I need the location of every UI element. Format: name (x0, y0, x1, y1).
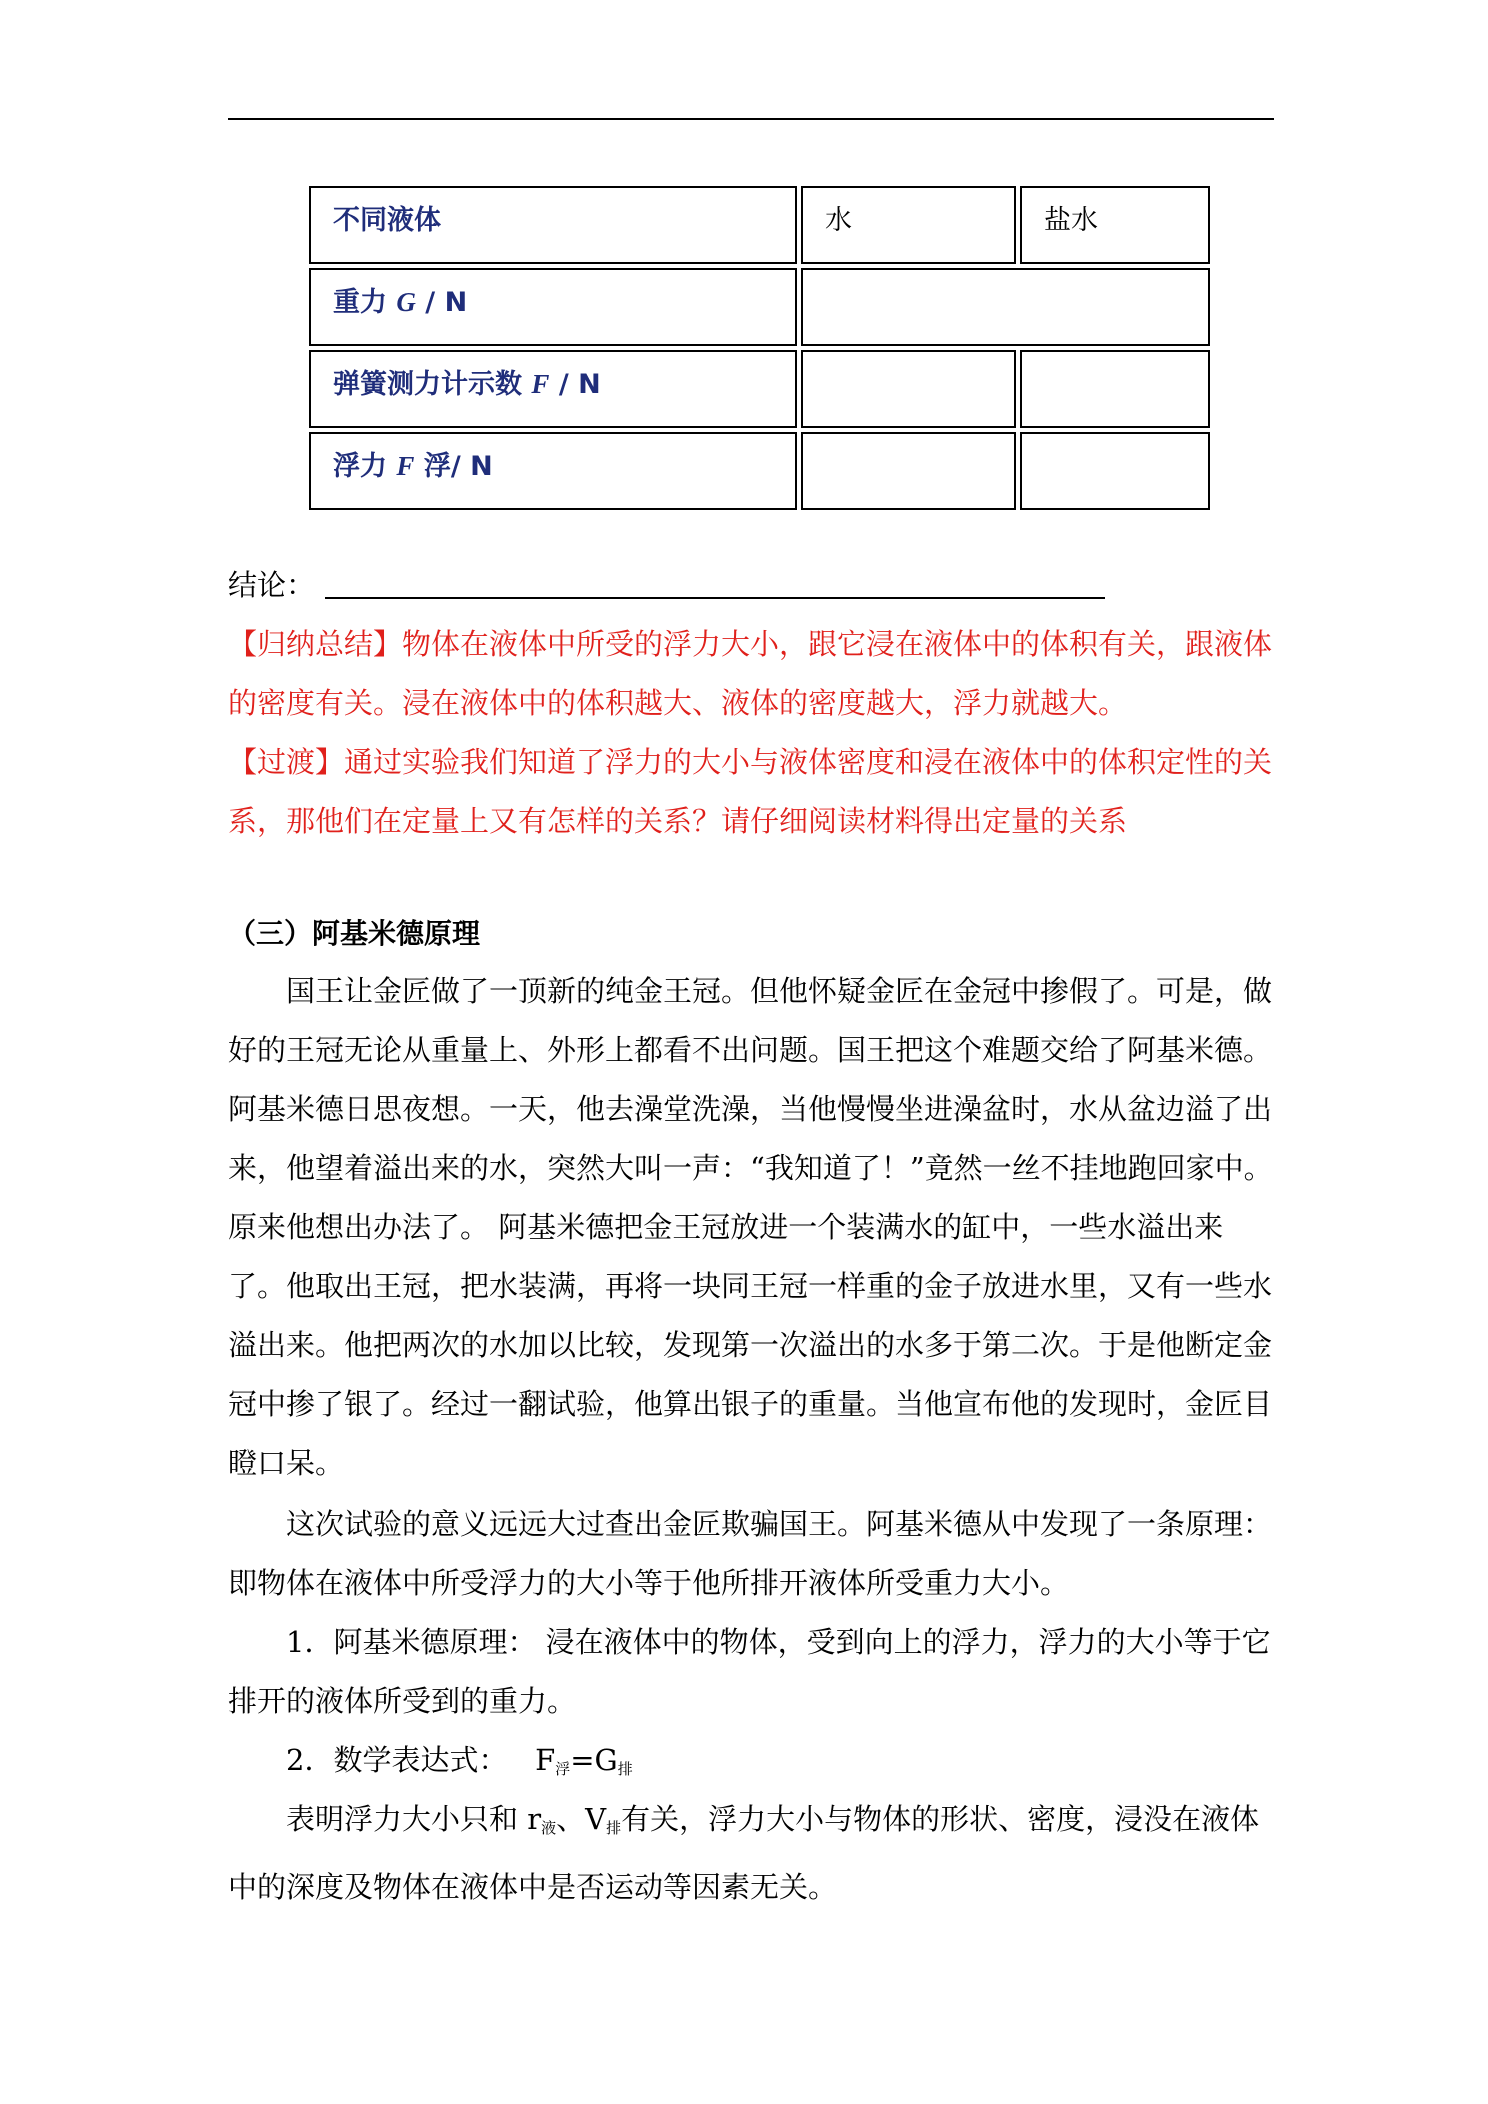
water-header: 水 (801, 186, 1016, 264)
conclusion-blank[interactable] (325, 561, 1105, 599)
formula-line: 2．数学表达式： $F_浮=G_排$ (286, 1743, 633, 1778)
table-row (309, 432, 1210, 510)
header-rule (228, 118, 1274, 120)
experiment-table (305, 182, 1214, 514)
salt-water-header: 盐水 (1020, 186, 1210, 264)
spring-water-cell[interactable] (801, 350, 1016, 428)
summary-paragraph: 【归纳总结】物体在液体中所受的浮力大小，跟它浸在液体中的体积有关，跟液体的密度有关。浸在液体中的体积越大、液体的密度越大，浮力就越大。 (228, 627, 1273, 720)
meaning-paragraph: 这次试验的意义远远大过查出金匠欺骗国王。阿基米德从中发现了一条原理：即物体在液体中所受浮力的大小等于他所排开液体所受重力大小。 (228, 1507, 1273, 1600)
table-row (309, 268, 1210, 346)
table-row (309, 350, 1210, 428)
story-paragraph: 国王让金匠做了一顶新的纯金王冠。但他怀疑金匠在金冠中掺假了。可是，做好的王冠无论从重量上、外形上都看不出问题。国王把这个难题交给了阿基米德。 阿基米德日思夜想。一天，他去澡堂洗澡，当他慢慢坐进澡盆时，水从盆边溢了出来，他望着溢出来的水，突然大叫一声：“我知道了！”竟然一丝不挂地跑回家中。原来他想出办法了。 阿基米德把金王冠放进一个装满水的缸中，一些水溢出来了。他取出王冠，把水装满，再将一块同王冠一样重的金子放进水里，又有一些水溢出来。他把两次的水加以比较，发现第一次溢出的水多于第二次。于是他断定金冠中掺了银了。经过一翻试验，他算出银子的重量。当他宣布他的发现时，金匠目瞪口呆。 (228, 974, 1273, 1480)
transition-paragraph: 【过渡】通过实验我们知道了浮力的大小与液体密度和浸在液体中的体积定性的关系，那他们在定量上又有怎样的关系？请仔细阅读材料得出定量的关系 (228, 745, 1273, 838)
table-row (309, 186, 1210, 264)
buoyancy-water-cell[interactable] (801, 432, 1016, 510)
conclusion-line: 结论： (228, 556, 1274, 615)
row-label: 不同液体 (309, 186, 797, 264)
row-label: 弹簧测力计示数 F / N (309, 350, 797, 428)
section-title: （三）阿基米德原理 (228, 917, 481, 950)
row-label: 重力 G / N (309, 268, 797, 346)
note-paragraph: 表明浮力大小只和 $r_液$、$V_排$有关，浮力大小与物体的形状、密度，浸没在液体中的深度及物体在液体中是否运动等因素无关。 (228, 1802, 1260, 1904)
buoyancy-salt-cell[interactable] (1020, 432, 1210, 510)
formula: $F_浮=G_排$ (535, 1743, 633, 1778)
principle-paragraph: 1．阿基米德原理： 浸在液体中的物体，受到向上的浮力，浮力的大小等于它排开的液体所受到的重力。 (228, 1625, 1271, 1718)
gravity-cell[interactable] (801, 268, 1210, 346)
spring-salt-cell[interactable] (1020, 350, 1210, 428)
row-label: 浮力 F 浮/ N (309, 432, 797, 510)
